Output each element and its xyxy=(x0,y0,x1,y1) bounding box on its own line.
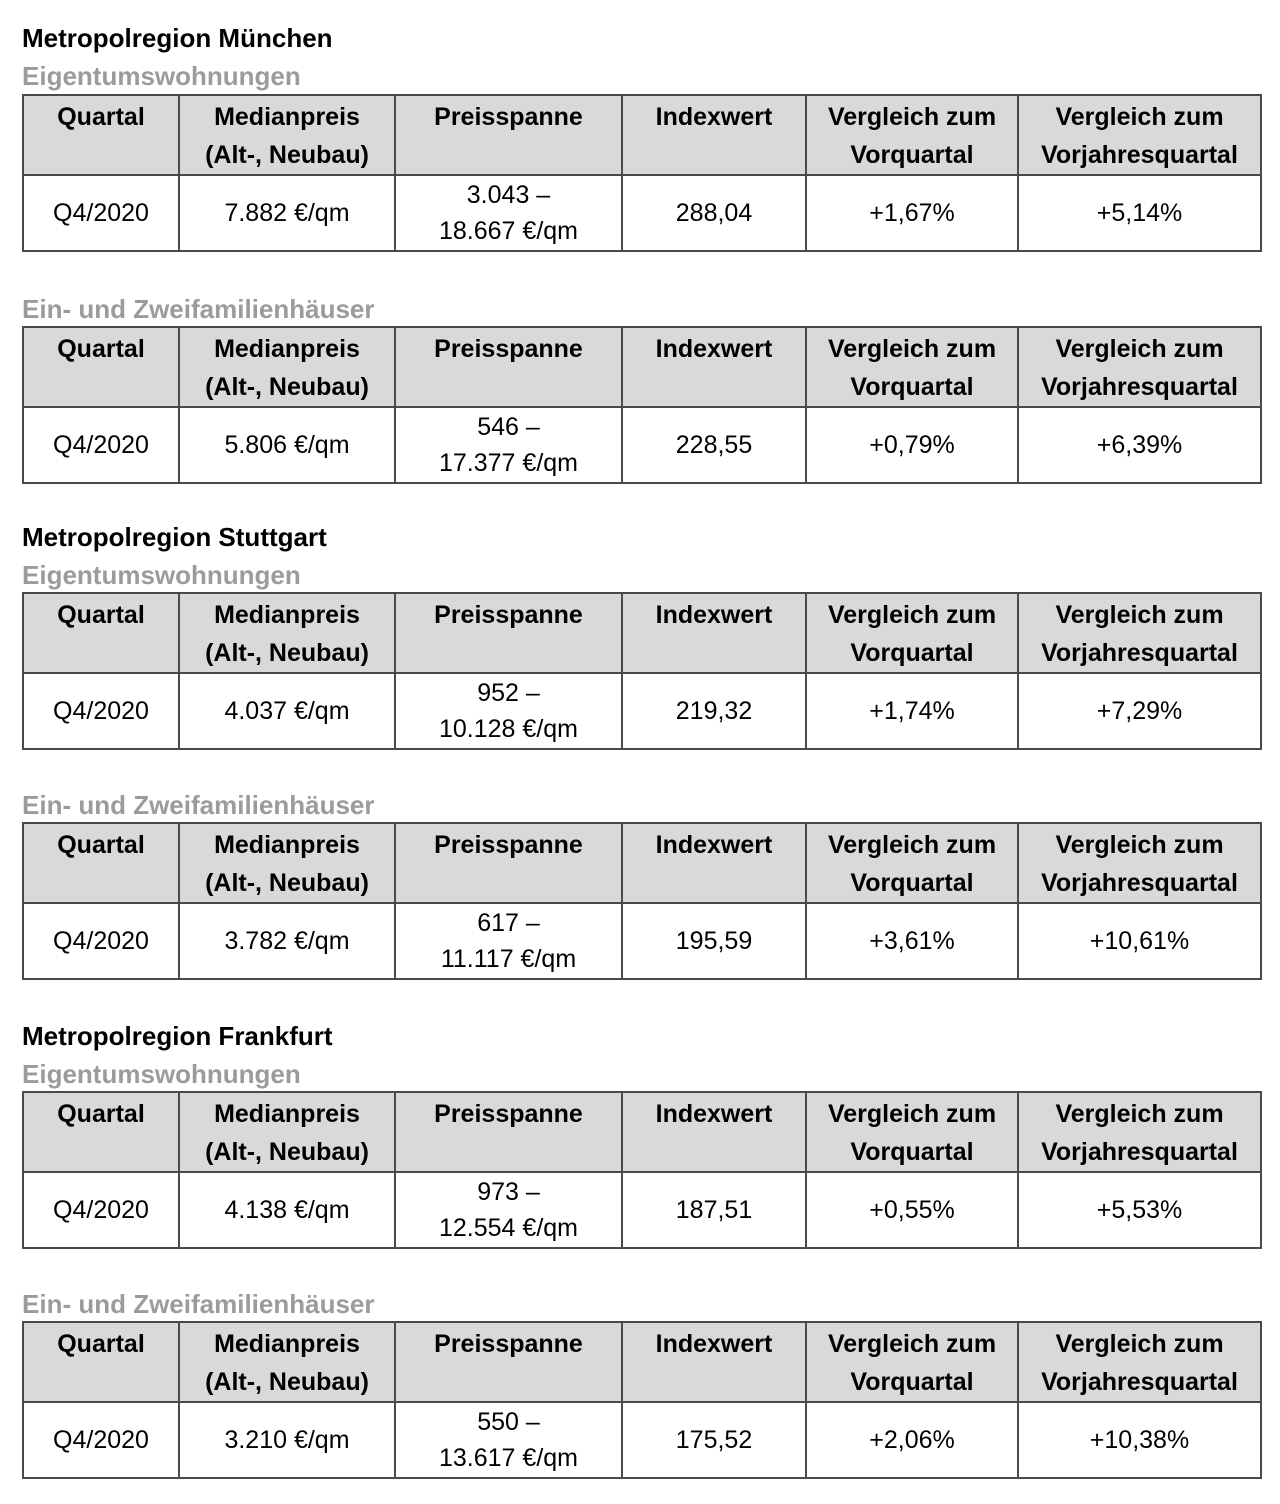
header-medianpreis: Medianpreis (Alt-, Neubau) xyxy=(179,95,395,175)
header-quartal: Quartal xyxy=(23,95,179,175)
section-title-frankfurt-haeuser: Ein- und Zweifamilienhäuser xyxy=(22,1289,375,1319)
cell-quartal: Q4/2020 xyxy=(23,673,179,749)
header-preisspanne: Preisspanne xyxy=(395,327,622,407)
header-medianpreis: Medianpreis (Alt-, Neubau) xyxy=(179,823,395,903)
cell-preisspanne: 546 – 17.377 €/qm xyxy=(395,407,622,483)
cell-medianpreis: 3.782 €/qm xyxy=(179,903,395,979)
cell-vorquartal: +3,61% xyxy=(806,903,1018,979)
region-title-stuttgart: Metropolregion Stuttgart xyxy=(22,522,327,552)
cell-medianpreis: 4.037 €/qm xyxy=(179,673,395,749)
cell-medianpreis: 5.806 €/qm xyxy=(179,407,395,483)
table-row xyxy=(23,407,1261,483)
section-title-muenchen-haeuser: Ein- und Zweifamilienhäuser xyxy=(22,294,375,324)
section-title-stuttgart-wohnungen: Eigentumswohnungen xyxy=(22,560,301,590)
header-vorquartal: Vergleich zum Vorquartal xyxy=(806,593,1018,673)
header-indexwert: Indexwert xyxy=(622,95,806,175)
cell-vorjahresquartal: +5,53% xyxy=(1018,1172,1261,1248)
cell-preisspanne: 3.043 – 18.667 €/qm xyxy=(395,175,622,251)
cell-indexwert: 187,51 xyxy=(622,1172,806,1248)
header-quartal: Quartal xyxy=(23,823,179,903)
header-preisspanne: Preisspanne xyxy=(395,95,622,175)
price-table-frankfurt-haeuser xyxy=(22,1321,1262,1479)
cell-indexwert: 175,52 xyxy=(622,1402,806,1478)
header-indexwert: Indexwert xyxy=(622,327,806,407)
cell-vorquartal: +2,06% xyxy=(806,1402,1018,1478)
cell-vorjahresquartal: +7,29% xyxy=(1018,673,1261,749)
header-quartal: Quartal xyxy=(23,327,179,407)
table-header-row xyxy=(23,327,1261,407)
table-row xyxy=(23,1172,1261,1248)
header-medianpreis: Medianpreis (Alt-, Neubau) xyxy=(179,593,395,673)
cell-preisspanne: 973 – 12.554 €/qm xyxy=(395,1172,622,1248)
table-header-row xyxy=(23,823,1261,903)
header-vorjahresquartal: Vergleich zum Vorjahresquartal xyxy=(1018,593,1261,673)
header-preisspanne: Preisspanne xyxy=(395,823,622,903)
cell-quartal: Q4/2020 xyxy=(23,175,179,251)
price-table-muenchen-haeuser xyxy=(22,326,1262,484)
table-header-row xyxy=(23,1092,1261,1172)
table-header-row xyxy=(23,1322,1261,1402)
header-quartal: Quartal xyxy=(23,1092,179,1172)
cell-indexwert: 219,32 xyxy=(622,673,806,749)
cell-medianpreis: 3.210 €/qm xyxy=(179,1402,395,1478)
header-vorjahresquartal: Vergleich zum Vorjahresquartal xyxy=(1018,823,1261,903)
header-indexwert: Indexwert xyxy=(622,823,806,903)
header-vorjahresquartal: Vergleich zum Vorjahresquartal xyxy=(1018,1092,1261,1172)
cell-vorjahresquartal: +6,39% xyxy=(1018,407,1261,483)
cell-medianpreis: 7.882 €/qm xyxy=(179,175,395,251)
region-title-muenchen: Metropolregion München xyxy=(22,23,333,53)
cell-indexwert: 195,59 xyxy=(622,903,806,979)
section-title-muenchen-wohnungen: Eigentumswohnungen xyxy=(22,61,301,91)
header-vorquartal: Vergleich zum Vorquartal xyxy=(806,1092,1018,1172)
cell-vorquartal: +1,67% xyxy=(806,175,1018,251)
cell-indexwert: 228,55 xyxy=(622,407,806,483)
cell-vorjahresquartal: +5,14% xyxy=(1018,175,1261,251)
table-header-row xyxy=(23,593,1261,673)
table-row xyxy=(23,673,1261,749)
table-header-row xyxy=(23,95,1261,175)
cell-vorjahresquartal: +10,61% xyxy=(1018,903,1261,979)
header-indexwert: Indexwert xyxy=(622,1092,806,1172)
table-row xyxy=(23,1402,1261,1478)
header-medianpreis: Medianpreis (Alt-, Neubau) xyxy=(179,327,395,407)
cell-preisspanne: 617 – 11.117 €/qm xyxy=(395,903,622,979)
cell-vorjahresquartal: +10,38% xyxy=(1018,1402,1261,1478)
header-vorjahresquartal: Vergleich zum Vorjahresquartal xyxy=(1018,1322,1261,1402)
price-table-stuttgart-wohnungen xyxy=(22,592,1262,750)
section-title-stuttgart-haeuser: Ein- und Zweifamilienhäuser xyxy=(22,790,375,820)
header-quartal: Quartal xyxy=(23,1322,179,1402)
price-table-stuttgart-haeuser xyxy=(22,822,1262,980)
cell-quartal: Q4/2020 xyxy=(23,407,179,483)
header-preisspanne: Preisspanne xyxy=(395,593,622,673)
header-vorquartal: Vergleich zum Vorquartal xyxy=(806,1322,1018,1402)
table-row xyxy=(23,175,1261,251)
region-title-frankfurt: Metropolregion Frankfurt xyxy=(22,1021,333,1051)
header-indexwert: Indexwert xyxy=(622,593,806,673)
header-quartal: Quartal xyxy=(23,593,179,673)
price-table-muenchen-wohnungen xyxy=(22,94,1262,252)
header-vorjahresquartal: Vergleich zum Vorjahresquartal xyxy=(1018,327,1261,407)
table-row xyxy=(23,903,1261,979)
cell-medianpreis: 4.138 €/qm xyxy=(179,1172,395,1248)
header-vorjahresquartal: Vergleich zum Vorjahresquartal xyxy=(1018,95,1261,175)
section-title-frankfurt-wohnungen: Eigentumswohnungen xyxy=(22,1059,301,1089)
header-medianpreis: Medianpreis (Alt-, Neubau) xyxy=(179,1092,395,1172)
header-vorquartal: Vergleich zum Vorquartal xyxy=(806,327,1018,407)
cell-quartal: Q4/2020 xyxy=(23,903,179,979)
cell-indexwert: 288,04 xyxy=(622,175,806,251)
header-vorquartal: Vergleich zum Vorquartal xyxy=(806,823,1018,903)
header-medianpreis: Medianpreis (Alt-, Neubau) xyxy=(179,1322,395,1402)
cell-preisspanne: 952 – 10.128 €/qm xyxy=(395,673,622,749)
cell-preisspanne: 550 – 13.617 €/qm xyxy=(395,1402,622,1478)
cell-vorquartal: +1,74% xyxy=(806,673,1018,749)
cell-quartal: Q4/2020 xyxy=(23,1402,179,1478)
header-preisspanne: Preisspanne xyxy=(395,1322,622,1402)
price-table-frankfurt-wohnungen xyxy=(22,1091,1262,1249)
header-vorquartal: Vergleich zum Vorquartal xyxy=(806,95,1018,175)
cell-vorquartal: +0,79% xyxy=(806,407,1018,483)
header-indexwert: Indexwert xyxy=(622,1322,806,1402)
cell-vorquartal: +0,55% xyxy=(806,1172,1018,1248)
cell-quartal: Q4/2020 xyxy=(23,1172,179,1248)
header-preisspanne: Preisspanne xyxy=(395,1092,622,1172)
